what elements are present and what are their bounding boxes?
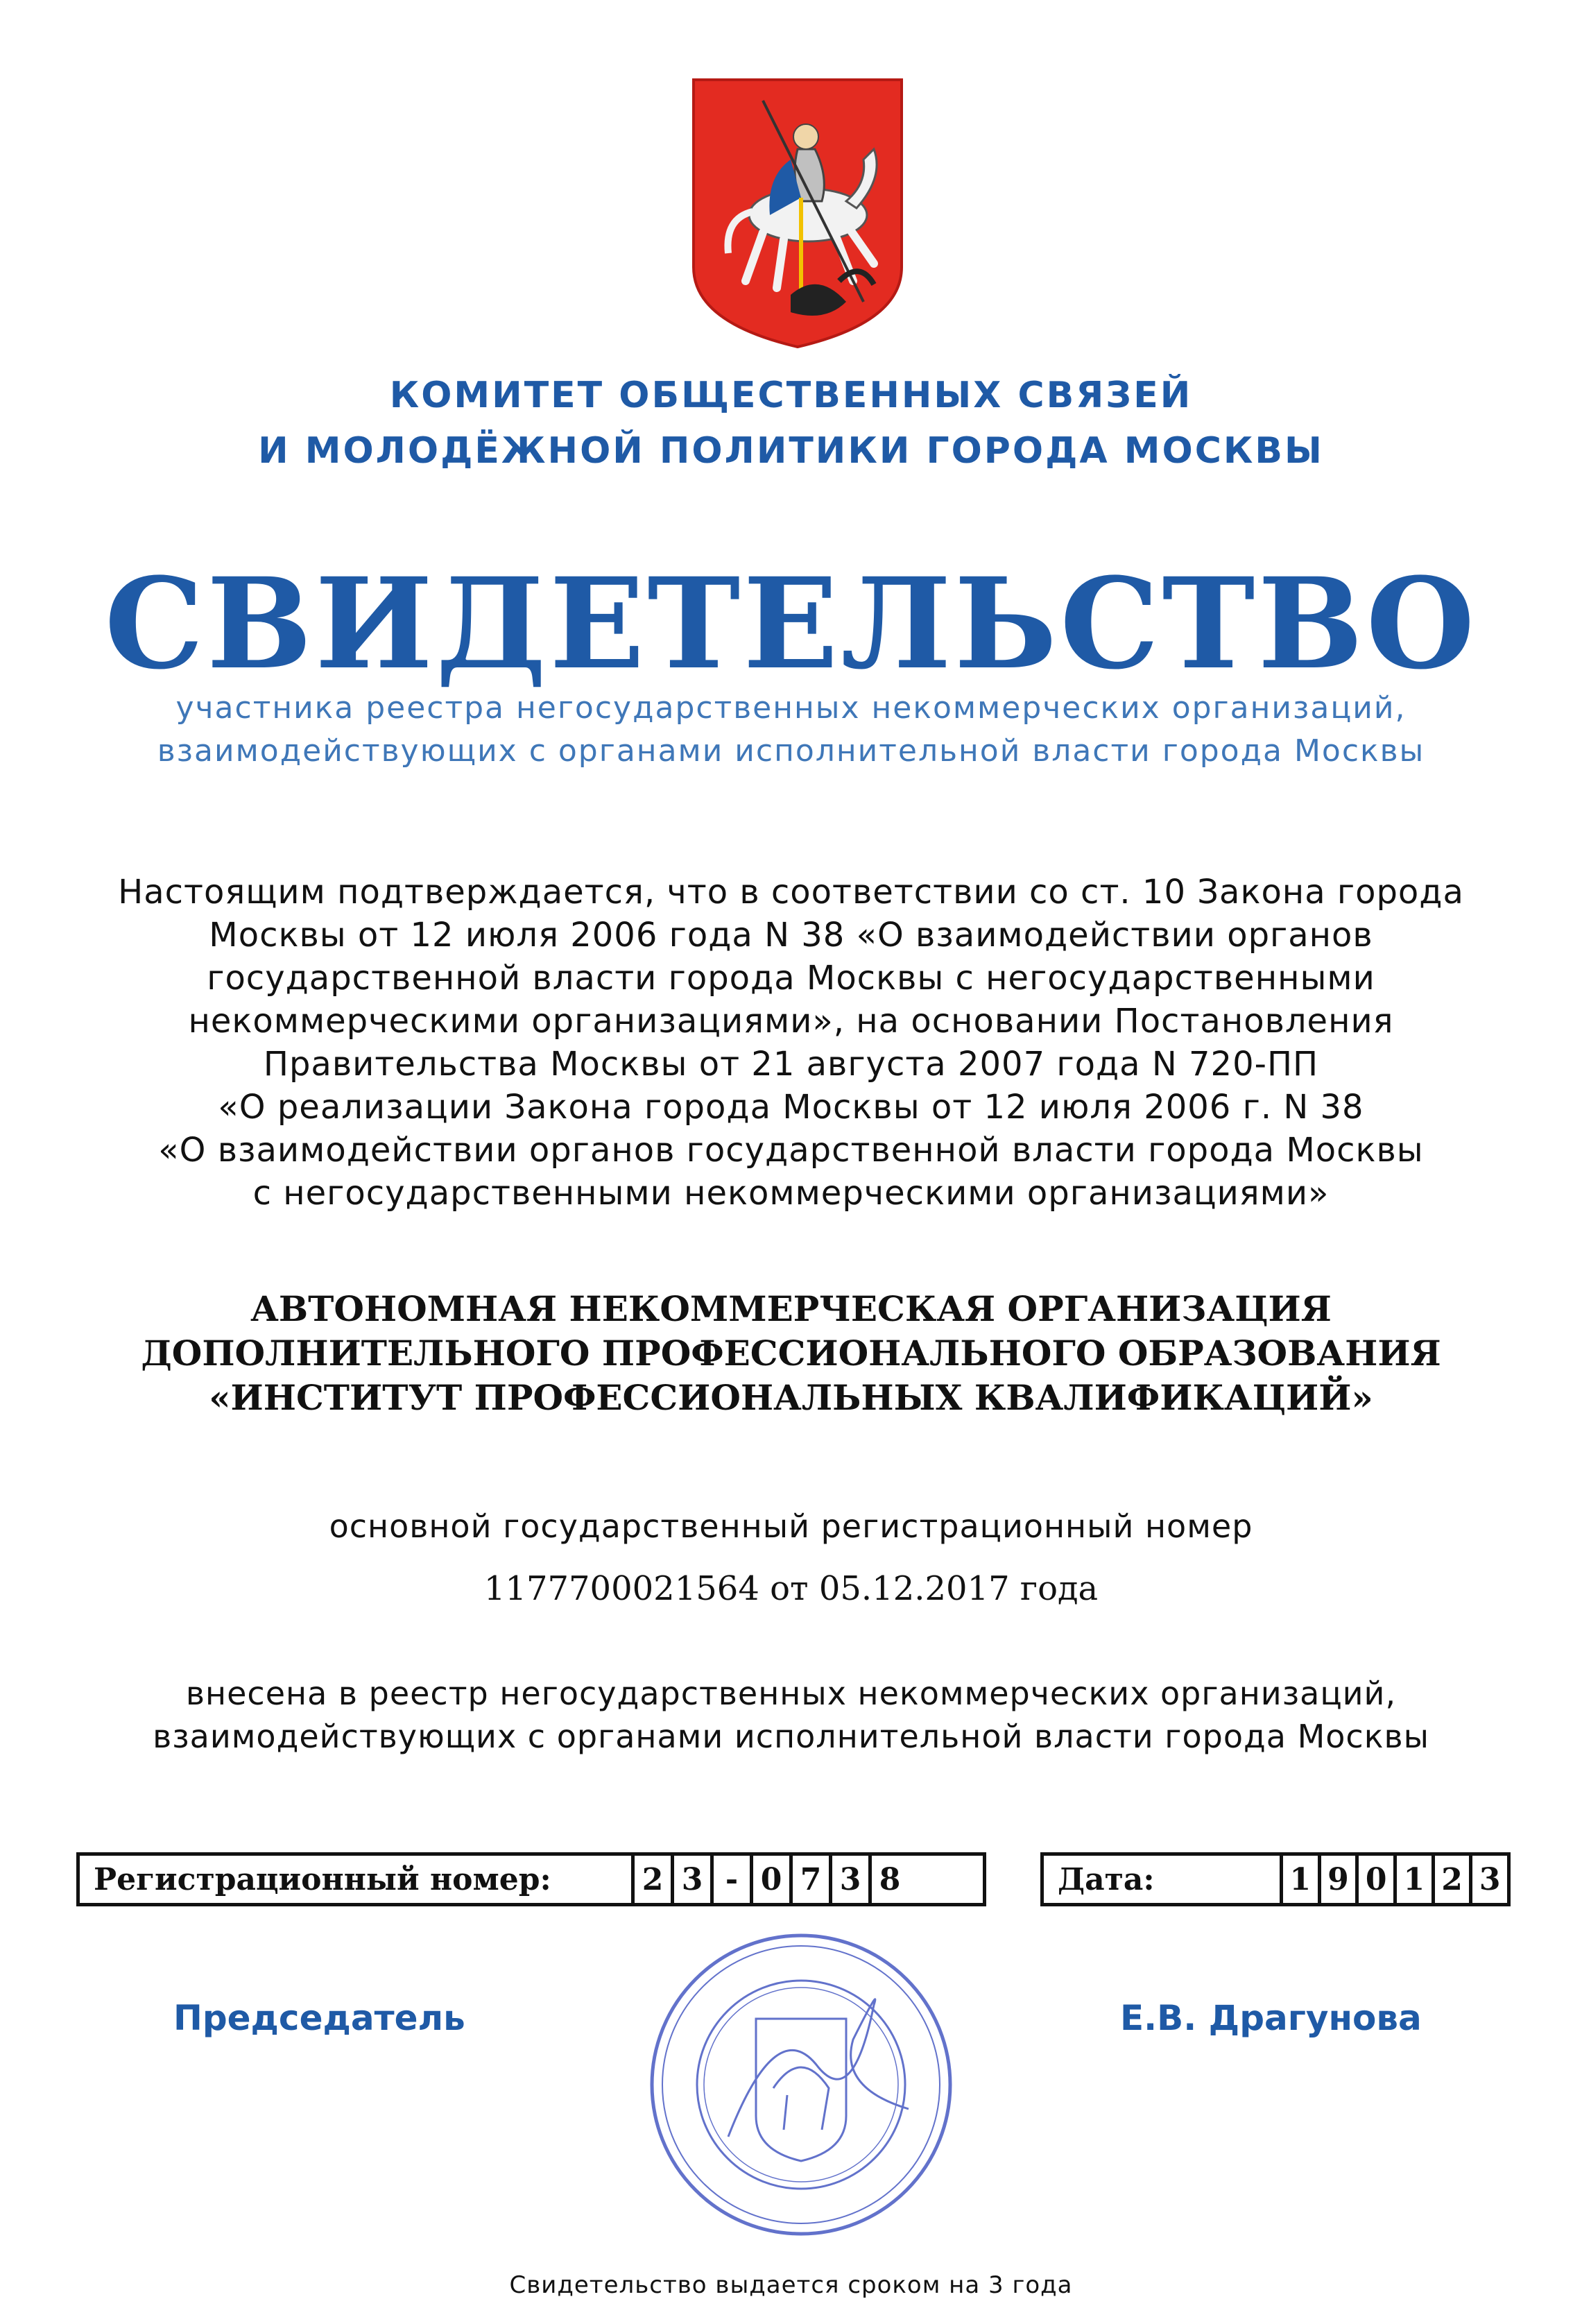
- date-digit: 1: [1393, 1856, 1431, 1903]
- committee-name-line1: КОМИТЕТ ОБЩЕСТВЕННЫХ СВЯЗЕЙ: [389, 375, 1193, 416]
- organization-name: [0, 1287, 1582, 1420]
- legal-line: некоммерческими организациями», на основании Постановления: [188, 1002, 1394, 1041]
- certificate-title: СВИДЕТЕЛЬСТВО: [104, 551, 1478, 697]
- registration-digit: 0: [750, 1856, 789, 1903]
- moscow-coat-of-arms-emblem: [687, 73, 909, 350]
- chairman-title: Председатель: [173, 1998, 465, 2038]
- date-digit: 1: [1280, 1856, 1318, 1903]
- registration-digit: 8: [868, 1856, 908, 1903]
- subtitle-line1: участника реестра негосударственных некоммерческих организаций,: [175, 690, 1407, 726]
- legal-line: Правительства Москвы от 21 августа 2007 года N 720-ПП: [263, 1045, 1319, 1084]
- legal-line: с негосударственными некоммерческими организациями»: [252, 1174, 1330, 1213]
- legal-basis-paragraph: [42, 871, 1540, 1215]
- date-label: Дата:: [1058, 1861, 1155, 1897]
- ogrn-label: основной государственный регистрационный номер: [329, 1507, 1253, 1545]
- organization-name-line: АВТОНОМНАЯ НЕКОММЕРЧЕСКАЯ ОРГАНИЗАЦИЯ: [250, 1288, 1332, 1329]
- registration-digit: 2: [631, 1856, 671, 1903]
- legal-line: «О реализации Закона города Москвы от 12 июля 2006 г. N 38: [218, 1088, 1364, 1127]
- date-digit: 0: [1355, 1856, 1393, 1903]
- legal-line: Москвы от 12 июля 2006 года N 38 «О взаимодействии органов: [209, 916, 1373, 955]
- registration-digit: 3: [671, 1856, 710, 1903]
- official-stamp: [645, 1929, 957, 2241]
- legal-line: «О взаимодействии органов государственной власти города Москвы: [158, 1131, 1424, 1170]
- registration-number-box: [76, 1852, 986, 1906]
- legal-line: государственной власти города Москвы с негосударственными: [207, 959, 1375, 998]
- committee-name-line2: И МОЛОДЁЖНОЙ ПОЛИТИКИ ГОРОДА МОСКВЫ: [258, 430, 1324, 472]
- date-digit: 9: [1318, 1856, 1356, 1903]
- registry-statement: [0, 1672, 1582, 1758]
- legal-line: Настоящим подтверждается, что в соответствии со ст. 10 Закона города: [118, 873, 1464, 912]
- date-digit: 2: [1431, 1856, 1470, 1903]
- registry-line2: взаимодействующих с органами исполнительной власти города Москвы: [153, 1718, 1429, 1755]
- ogrn-value: 1177700021564 от 05.12.2017 года: [483, 1569, 1099, 1608]
- date-digit: 3: [1469, 1856, 1507, 1903]
- registry-line1: внесена в реестр негосударственных некоммерческих организаций,: [185, 1675, 1397, 1712]
- organization-name-line: ДОПОЛНИТЕЛЬНОГО ПРОФЕССИОНАЛЬНОГО ОБРАЗОВАНИЯ: [141, 1333, 1441, 1374]
- subtitle-line2: взаимодействующих с органами исполнительной власти города Москвы: [157, 733, 1425, 769]
- registration-number-label: Регистрационный номер:: [94, 1861, 551, 1897]
- committee-name: [0, 368, 1582, 479]
- organization-name-line: «ИНСТИТУТ ПРОФЕССИОНАЛЬНЫХ КВАЛИФИКАЦИЙ»: [209, 1377, 1373, 1418]
- certificate-subtitle: [0, 687, 1582, 773]
- date-box: [1040, 1852, 1511, 1906]
- chairman-name: Е.В. Драгунова: [1120, 1998, 1422, 2038]
- registration-digit: 7: [789, 1856, 829, 1903]
- validity-note: Свидетельство выдается сроком на 3 года: [509, 2271, 1073, 2299]
- registration-digit: -: [710, 1856, 750, 1903]
- registration-digit: 3: [829, 1856, 868, 1903]
